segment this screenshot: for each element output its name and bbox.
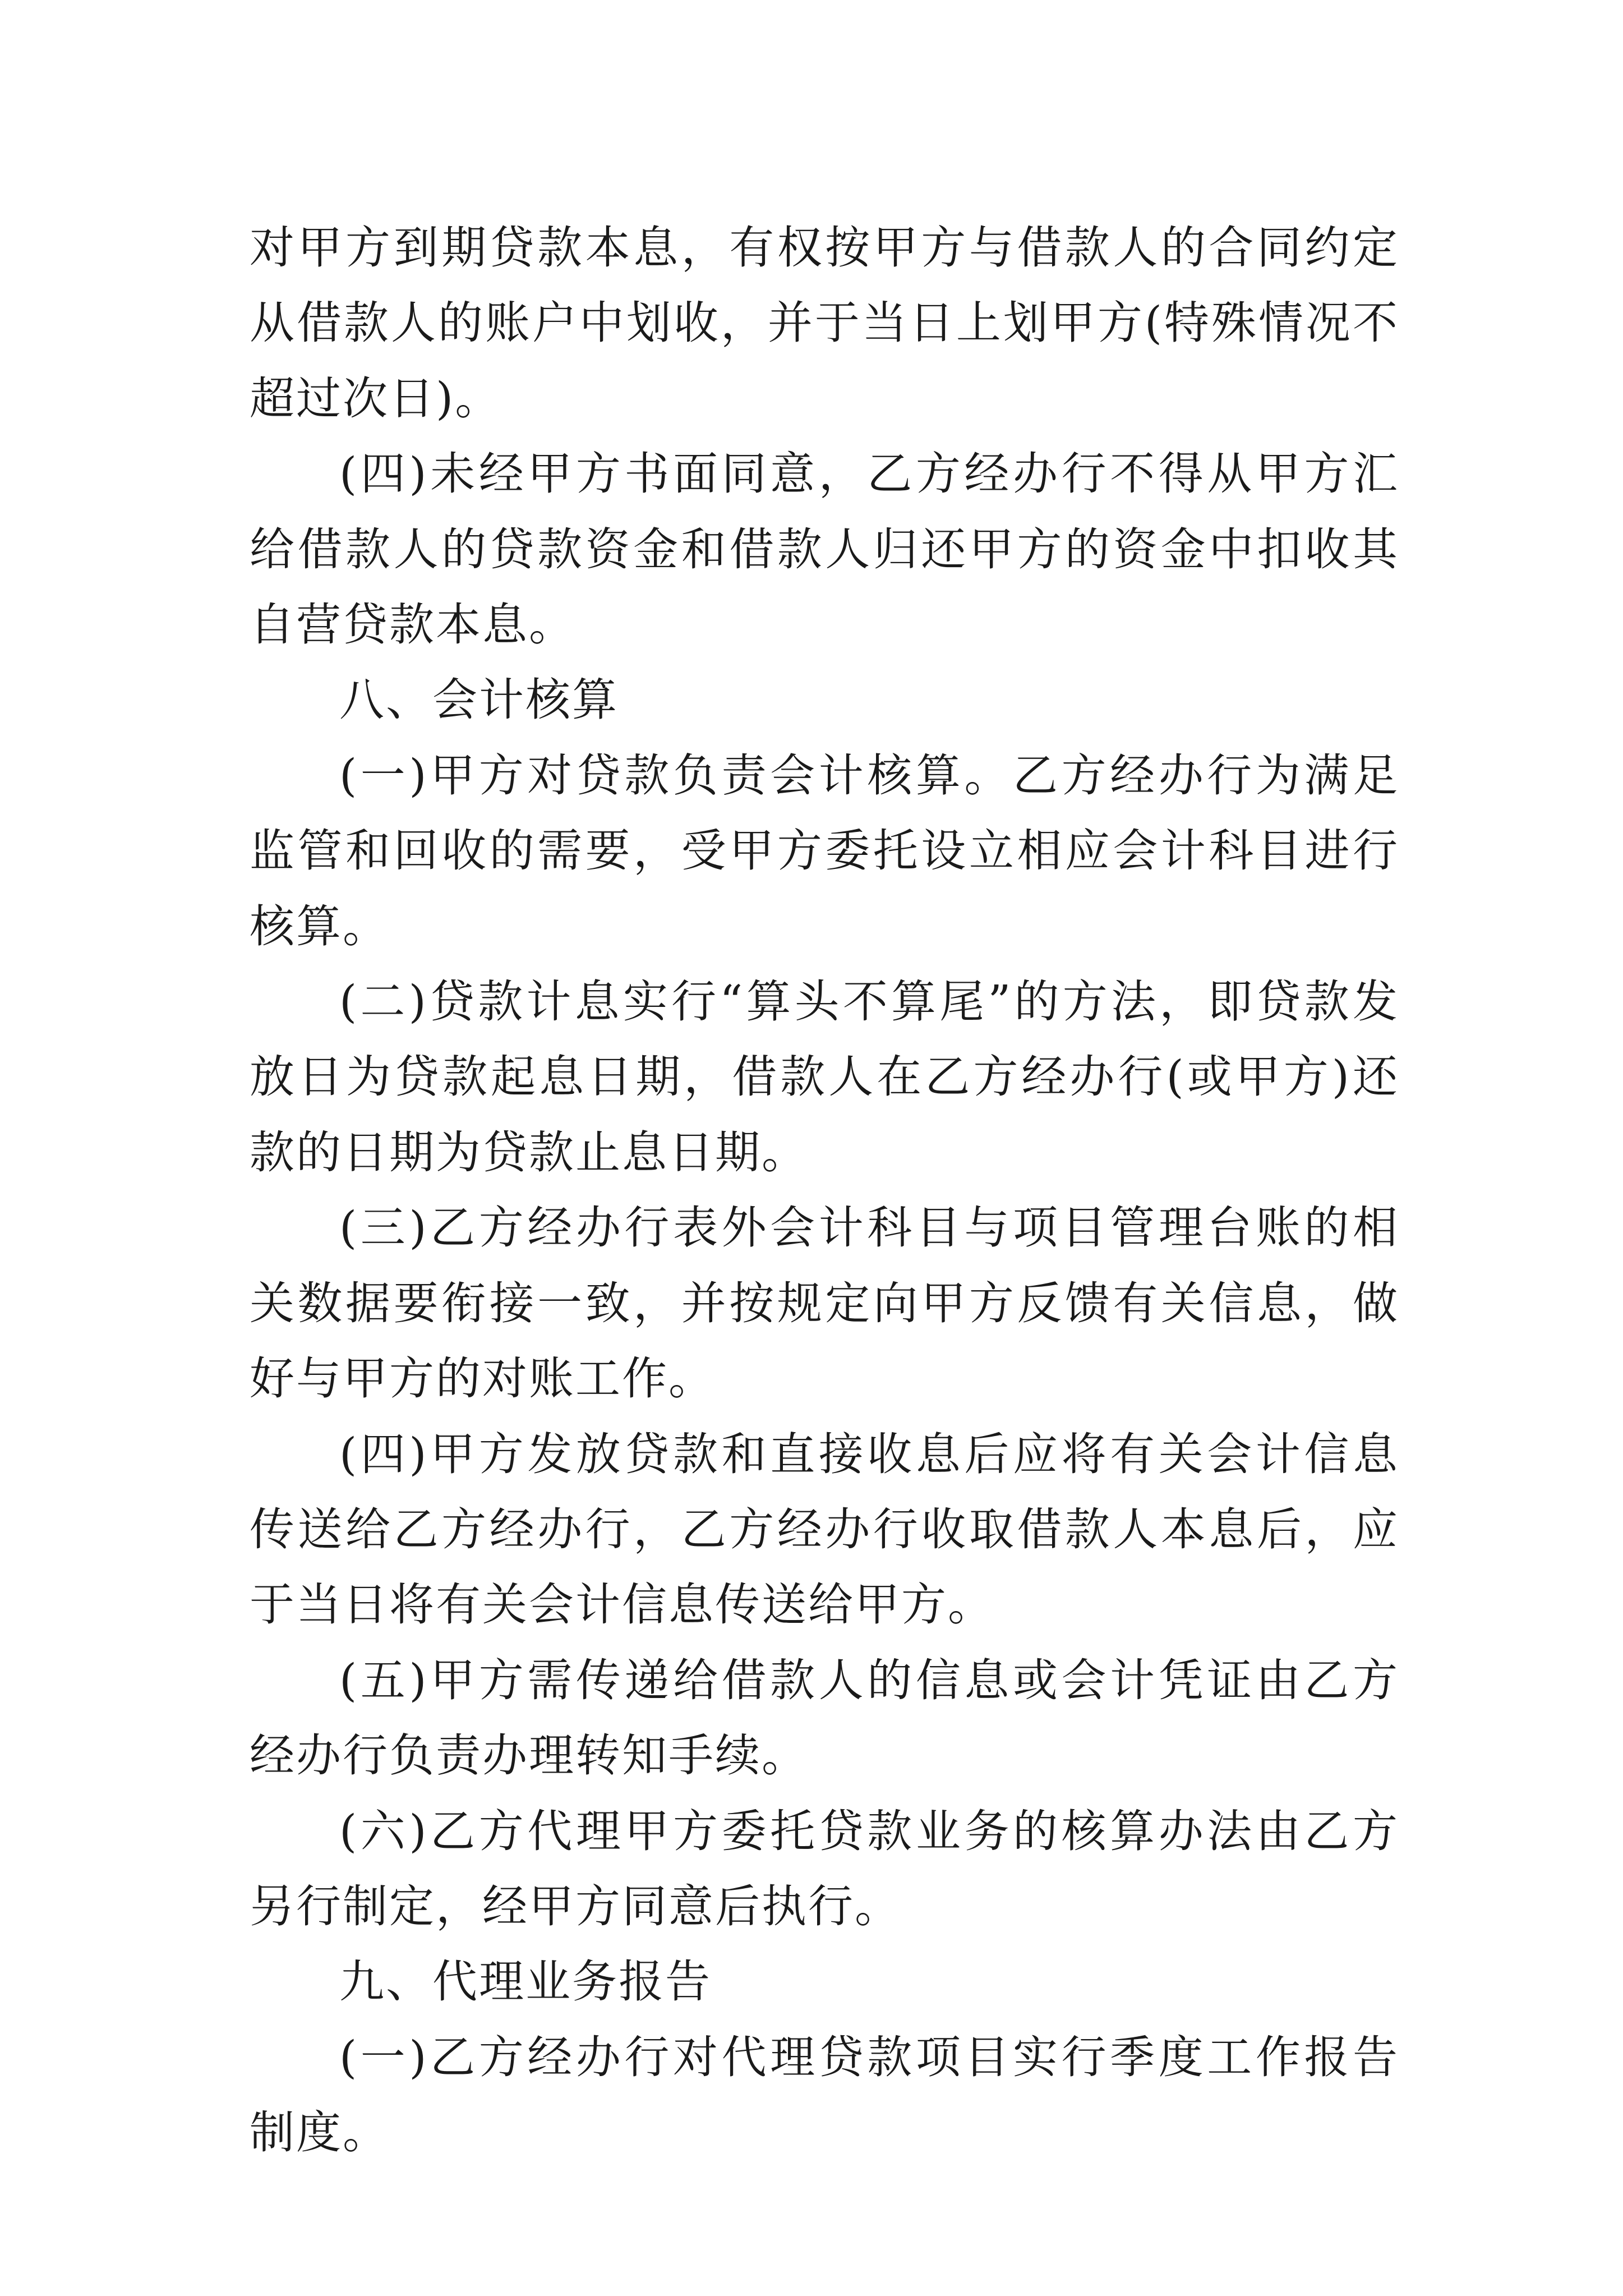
paragraph-accounting-5: (五)甲方需传递给借款人的信息或会计凭证由乙方经办行负责办理转知手续。 xyxy=(250,1654,1399,1782)
paragraph-continuation: 对甲方到期贷款本息，有权按甲方与借款人的合同约定从借款人的账户中划收，并于当日上划甲方(特殊情况不超过次日)。 xyxy=(250,222,1399,425)
paragraph-accounting-2: (二)贷款计息实行“算头不算尾”的方法，即贷款发放日为贷款起息日期，借款人在乙方经办行(或甲方)还款的日期为贷款止息日期。 xyxy=(250,976,1399,1179)
paragraph-accounting-4: (四)甲方发放贷款和直接收息后应将有关会计信息传送给乙方经办行，乙方经办行收取借款人本息后，应于当日将有关会计信息传送给甲方。 xyxy=(250,1428,1399,1631)
paragraph-item-4-no-deduction: (四)未经甲方书面同意，乙方经办行不得从甲方汇给借款人的贷款资金和借款人归还甲方的资金中扣收其自营贷款本息。 xyxy=(250,448,1399,651)
paragraph-reporting-1: (一)乙方经办行对代理贷款项目实行季度工作报告制度。 xyxy=(250,2031,1399,2159)
paragraph-accounting-1: (一)甲方对贷款负责会计核算。乙方经办行为满足监管和回收的需要，受甲方委托设立相应会计科目进行核算。 xyxy=(250,749,1399,953)
section-heading-9-reporting: 九、代理业务报告 xyxy=(339,1955,712,2008)
section-heading-8-accounting: 八、会计核算 xyxy=(339,674,619,726)
paragraph-accounting-6: (六)乙方代理甲方委托贷款业务的核算办法由乙方另行制定，经甲方同意后执行。 xyxy=(250,1805,1399,1932)
document-body xyxy=(250,210,1399,2171)
paragraph-accounting-3: (三)乙方经办行表外会计科目与项目管理台账的相关数据要衔接一致，并按规定向甲方反馈有关信息，做好与甲方的对账工作。 xyxy=(250,1202,1399,1405)
